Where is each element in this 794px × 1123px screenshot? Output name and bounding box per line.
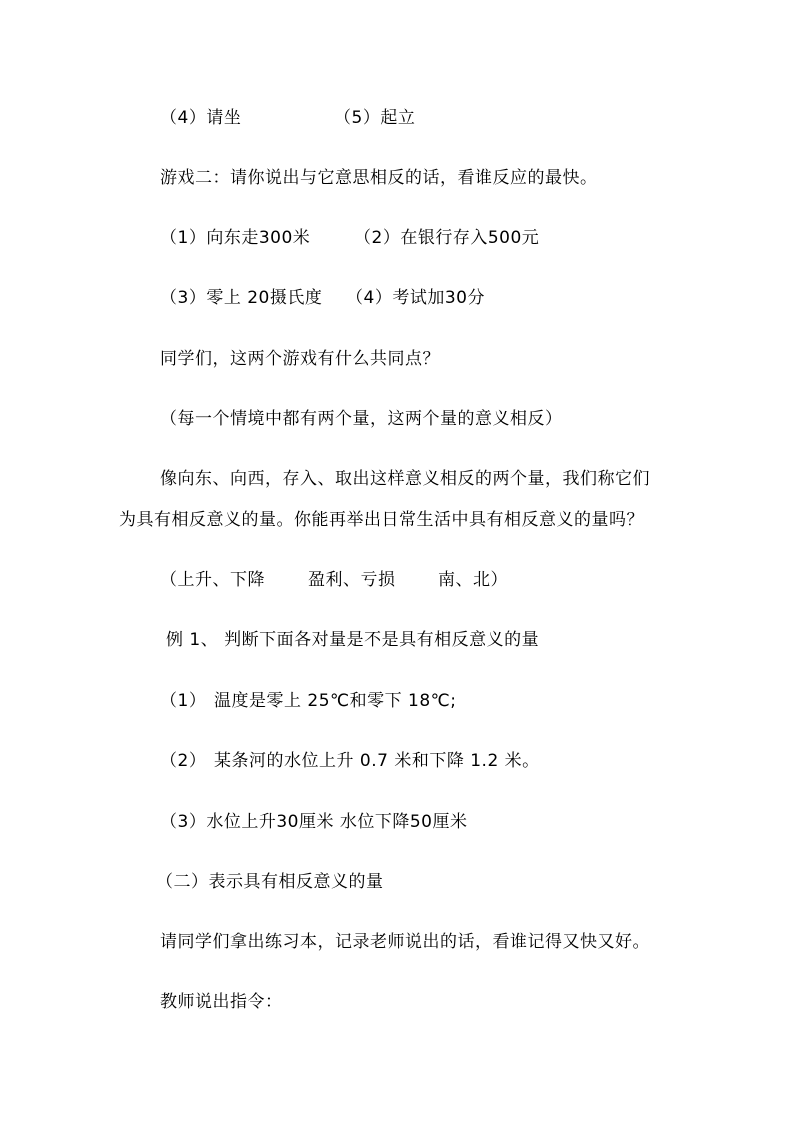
game-two-item-2: （2）在银行存入500元 (354, 228, 540, 248)
game-two-item-3: （3）零上 20摄氏度 (160, 288, 323, 308)
notebook-instruction: 请同学们拿出练习本，记录老师说出的话，看谁记得又快又好。 (160, 932, 650, 952)
example-1-item-1-number: （1） (160, 691, 207, 711)
teacher-command-label: 教师说出指令： (160, 992, 283, 1012)
definition-paragraph-line-2: 为具有相反意义的量。你能再举出日常生活中具有相反意义的量吗？ (119, 510, 644, 530)
example-pair-rise-fall: （上升、下降 (160, 570, 265, 590)
game-one-item-5: （5）起立 (334, 108, 416, 128)
game-two-item-1: （1）向东走300米 (160, 228, 311, 248)
section-two-heading: （二）表示具有相反意义的量 (156, 872, 384, 892)
common-point-question: 同学们，这两个游戏有什么共同点？ (160, 349, 440, 369)
example-1-heading: 例 1、 判断下面各对量是不是具有相反意义的量 (166, 630, 540, 650)
example-1-item-2-text: 某条河的水位上升 0.7 米和下降 1.2 米。 (214, 751, 540, 771)
example-1-item-1-text: 温度是零上 25℃和零下 18℃; (214, 691, 457, 711)
common-point-answer: （每一个情境中都有两个量，这两个量的意义相反） (160, 409, 563, 429)
game-one-item-4: （4）请坐 (160, 108, 242, 128)
example-1-item-3: （3）水位上升30厘米 水位下降50厘米 (160, 812, 468, 832)
definition-paragraph-line-1: 像向东、向西，存入、取出这样意义相反的两个量，我们称它们 (160, 469, 650, 489)
example-pair-profit-loss: 盈利、亏损 (308, 570, 396, 590)
game-two-instruction: 游戏二：请你说出与它意思相反的话，看谁反应的最快。 (160, 168, 598, 188)
game-two-item-4: （4）考试加30分 (346, 288, 485, 308)
example-pair-south-north: 南、北） (438, 570, 508, 590)
example-1-item-2-number: （2） (160, 751, 207, 771)
